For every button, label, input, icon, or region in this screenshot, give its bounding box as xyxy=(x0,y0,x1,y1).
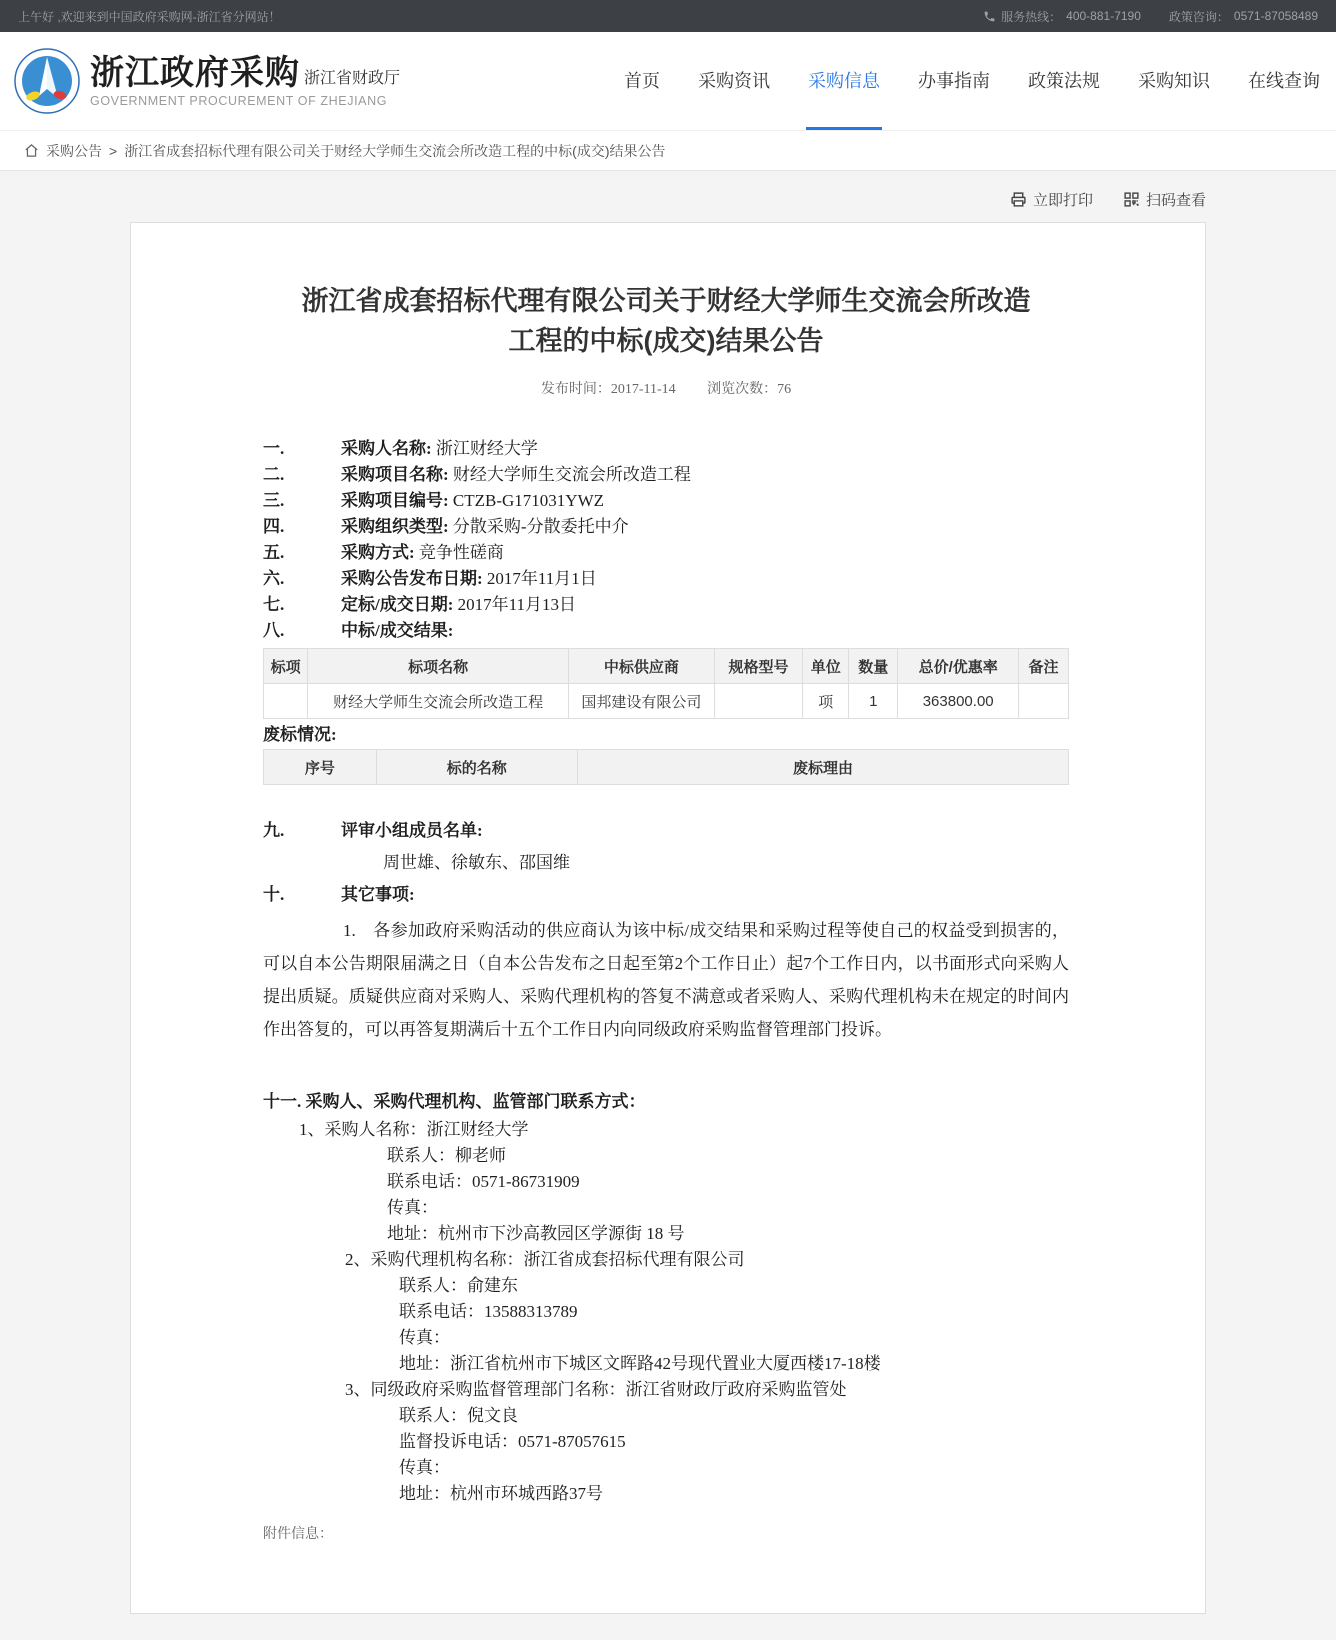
contact-line: 联系人：俞建东 xyxy=(399,1276,518,1295)
topbar xyxy=(0,0,1336,32)
nav-item-4[interactable]: 办事指南 xyxy=(918,70,990,91)
info-label: 采购公告发布日期: xyxy=(341,569,487,588)
table-header-cell: 备注 xyxy=(1019,649,1069,684)
table-header-cell: 废标理由 xyxy=(577,750,1068,785)
info-label: 采购项目编号: xyxy=(341,491,453,510)
review-panel-members: 周世雄、徐敏东、邵国维 xyxy=(383,853,570,872)
info-row xyxy=(263,540,1069,566)
table-header-cell: 中标供应商 xyxy=(569,649,715,684)
printer-icon xyxy=(1010,191,1027,208)
info-value: 2017年11月1日 xyxy=(486,569,597,588)
info-label: 采购方式: xyxy=(341,543,419,562)
info-value: 2017年11月13日 xyxy=(457,595,577,614)
contact-line: 传真： xyxy=(387,1198,438,1217)
contact-line: 联系电话：0571-86731909 xyxy=(387,1172,580,1191)
table-cell: 国邦建设有限公司 xyxy=(569,684,715,719)
table-cell xyxy=(714,684,803,719)
phone-icon xyxy=(983,10,996,23)
actions-row xyxy=(130,189,1206,210)
info-number: 一. xyxy=(263,439,285,458)
info-label: 中标/成交结果: xyxy=(341,621,458,640)
policy-number: 0571-87058489 xyxy=(1233,9,1318,23)
hotline-number: 400-881-7190 xyxy=(1066,9,1141,23)
contact-block-2 xyxy=(263,1247,1069,1377)
contact-block-1 xyxy=(263,1117,1069,1247)
contact-line: 地址：杭州市下沙高教园区学源街 18 号 xyxy=(387,1224,685,1243)
table-header-cell: 总价/优惠率 xyxy=(898,649,1019,684)
site-header xyxy=(0,32,1336,130)
info-label: 采购人名称: xyxy=(341,439,436,458)
policy-consult xyxy=(1169,8,1318,25)
contacts xyxy=(263,1117,1069,1507)
section10-heading: 十. 其它事项: xyxy=(263,885,415,904)
info-number: 六. xyxy=(263,569,285,588)
contact-block-3 xyxy=(263,1377,1069,1507)
cancel-section-label: 废标情况: xyxy=(263,725,337,744)
contact-title: 2、采购代理机构名称：浙江省成套招标代理有限公司 xyxy=(345,1250,745,1269)
section11-heading: 十一. 采购人、采购代理机构、监管部门联系方式： xyxy=(263,1092,646,1111)
brand-text xyxy=(90,54,400,108)
info-row xyxy=(263,514,1069,540)
info-number: 八. xyxy=(263,621,285,640)
breadcrumb-current: 浙江省成套招标代理有限公司关于财经大学师生交流会所改造工程的中标(成交)结果公告 xyxy=(124,142,666,159)
nav-item-6[interactable]: 采购知识 xyxy=(1138,70,1210,91)
info-number: 五. xyxy=(263,543,285,562)
info-label: 采购组织类型: xyxy=(341,517,453,536)
table-cell: 363800.00 xyxy=(898,684,1019,719)
page-title: 浙江省成套招标代理有限公司关于财经大学师生交流会所改造工程的中标(成交)结果公告 xyxy=(301,286,1031,356)
info-number: 七. xyxy=(263,595,285,614)
info-label: 定标/成交日期: xyxy=(341,595,458,614)
breadcrumb xyxy=(0,130,1336,171)
qr-code-icon xyxy=(1123,191,1140,208)
info-value: 财经大学师生交流会所改造工程 xyxy=(452,465,691,484)
info-label: 采购项目名称: xyxy=(341,465,453,484)
info-value: 分散采购-分散委托中介 xyxy=(452,517,629,536)
contact-line: 传真： xyxy=(399,1458,450,1477)
hotline-label: 服务热线： xyxy=(1001,9,1062,24)
site-subtitle: 浙江省财政厅 xyxy=(304,70,401,87)
cancel-table xyxy=(263,749,1069,785)
info-number: 三. xyxy=(263,491,285,510)
contact-line: 联系人：倪文良 xyxy=(399,1406,518,1425)
table-cell xyxy=(264,684,308,719)
contact-line: 联系电话：13588313789 xyxy=(399,1302,578,1321)
info-value: CTZB-G171031YWZ xyxy=(452,491,605,510)
table-header-cell: 标项 xyxy=(264,649,308,684)
contact-line: 地址：浙江省杭州市下城区文晖路42号现代置业大厦西楼17-18楼 xyxy=(399,1354,881,1373)
result-table xyxy=(263,648,1069,719)
info-row xyxy=(263,592,1069,618)
topbar-right xyxy=(983,8,1318,25)
nav-item-7[interactable]: 在线查询 xyxy=(1248,70,1320,91)
page-body xyxy=(0,171,1336,1640)
policy-label: 政策咨询： xyxy=(1168,9,1229,24)
nav-item-3[interactable]: 采购信息 xyxy=(806,32,882,130)
breadcrumb-root[interactable]: 采购公告 xyxy=(46,142,102,159)
info-value: 浙江财经大学 xyxy=(435,439,538,458)
announcement-card xyxy=(130,222,1206,1614)
info-number: 四. xyxy=(263,517,285,536)
table-cell: 1 xyxy=(849,684,898,719)
table-header-cell: 标项名称 xyxy=(308,649,569,684)
article-meta xyxy=(263,378,1069,398)
info-value: 竞争性磋商 xyxy=(418,543,504,562)
breadcrumb-separator: > xyxy=(109,142,118,159)
info-number: 二. xyxy=(263,465,285,484)
info-row xyxy=(263,436,1069,462)
contact-title: 1、采购人名称：浙江财经大学 xyxy=(299,1120,529,1139)
contact-line: 传真： xyxy=(399,1328,450,1347)
table-header-cell: 序号 xyxy=(264,750,377,785)
print-button[interactable] xyxy=(1010,189,1093,210)
table-row xyxy=(264,684,1069,719)
publish-time: 发布时间：2017-11-14 xyxy=(540,382,676,397)
info-row xyxy=(263,462,1069,488)
table-cell: 项 xyxy=(803,684,849,719)
section9-heading: 九. 评审小组成员名单: xyxy=(263,821,483,840)
main-nav xyxy=(622,32,1322,130)
nav-item-2[interactable]: 采购资讯 xyxy=(698,70,770,91)
logo-emblem-icon xyxy=(14,48,80,114)
qr-label: 扫码查看 xyxy=(1145,192,1206,209)
table-header-cell: 数量 xyxy=(849,649,898,684)
info-row xyxy=(263,488,1069,514)
info-row xyxy=(263,566,1069,592)
table-header-cell: 标的名称 xyxy=(376,750,577,785)
other-matters-paragraph: 1. 各参加政府采购活动的供应商认为该中标/成交结果和采购过程等使自己的权益受到损害的，可以自本公告期限届满之日（自本公告发布之日起至第2个工作日止）起7个工作日内，以书面形式向采购人提出质疑。质疑供应商对采购人、采购代理机构的答复不满意或者采购人、采购代理机构未在规定的时间内作出答复的，可以再答复期满后十五个工作日内向同级政府采购监督管理部门投诉。 xyxy=(263,921,1069,1039)
contact-title: 3、同级政府采购监督管理部门名称：浙江省财政厅政府采购监管处 xyxy=(345,1380,847,1399)
site-logo[interactable] xyxy=(14,32,400,130)
info-row xyxy=(263,618,1069,644)
site-subtitle-en: GOVERNMENT PROCUREMENT OF ZHEJIANG xyxy=(90,94,388,108)
contact-line: 监督投诉电话：0571-87057615 xyxy=(399,1432,626,1451)
table-cell xyxy=(1019,684,1069,719)
table-header-cell: 单位 xyxy=(803,649,849,684)
qr-button[interactable] xyxy=(1123,189,1206,210)
print-label: 立即打印 xyxy=(1032,192,1093,209)
service-hotline xyxy=(983,8,1141,25)
table-header-cell: 规格型号 xyxy=(714,649,803,684)
home-icon[interactable] xyxy=(24,143,39,158)
nav-item-1[interactable]: 首页 xyxy=(624,70,660,91)
attachment-label: 附件信息： xyxy=(263,1525,333,1541)
welcome-text: 上午好 ,欢迎来到中国政府采购网-浙江省分网站！ xyxy=(18,9,281,24)
contact-line: 联系人：柳老师 xyxy=(387,1146,506,1165)
nav-item-5[interactable]: 政策法规 xyxy=(1028,70,1100,91)
view-count: 浏览次数：76 xyxy=(707,382,792,397)
contact-line: 地址：杭州市环城西路37号 xyxy=(399,1484,603,1503)
site-title: 浙江政府采购 xyxy=(90,54,300,92)
table-cell: 财经大学师生交流会所改造工程 xyxy=(308,684,569,719)
info-list xyxy=(263,436,1069,644)
